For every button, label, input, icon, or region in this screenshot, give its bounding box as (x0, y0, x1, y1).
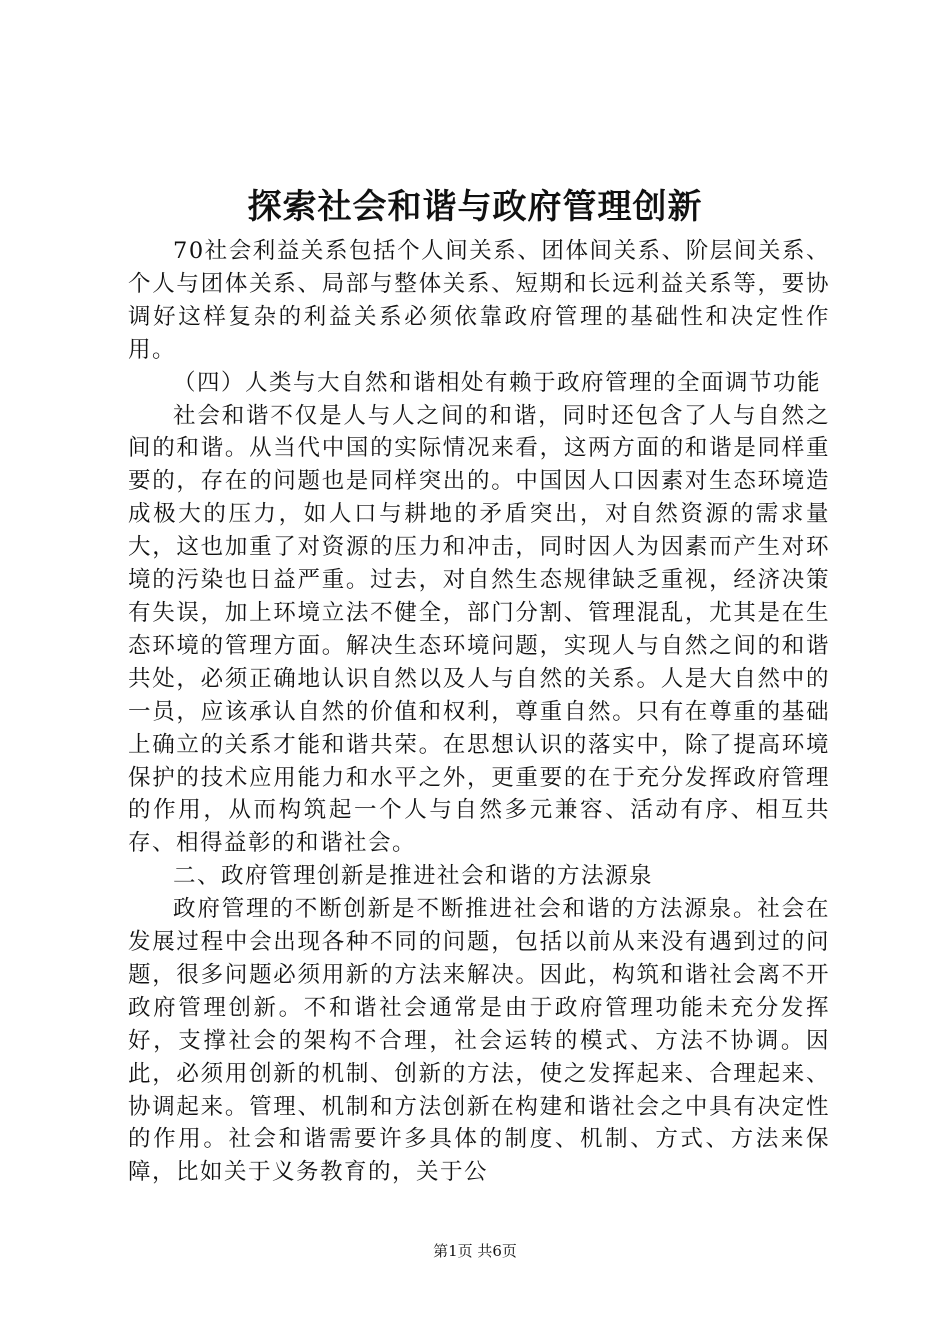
section-heading-management-innovation: 二、政府管理创新是推进社会和谐的方法源泉 (173, 863, 654, 890)
paragraph-nature-harmony: 社会和谐不仅是人与人之间的和谐，同时还包含了人与自然之间的和谐。从当代中国的实际情况来看，这两方面的和谐是同样重要的，存在的问题也是同样突出的。中国因人口因素对生态环境造成极大的压力，如人口与耕地的矛盾突出，对自然资源的需求量大，这也加重了对资源的压力和冲击，同时因人为因素而产生对环境的污染也日益严重。过去，对自然生态规律缺乏重视，经济决策有失误，加上环境立法不健全，部门分割、管理混乱，尤其是在生态环境的管理方面。解决生态环境问题，实现人与自然之间的和谐共处，必须正确地认识自然以及人与自然的关系。人是大自然中的一员，应该承认自然的价值和权利，尊重自然。只有在尊重的基础上确立的关系才能和谐共荣。在思想认识的落实中，除了提高环境保护的技术应用能力和水平之外，更重要的在于充分发挥政府管理的作用，从而构筑起一个人与自然多元兼容、活动有序、相互共存、相得益彰的和谐社会。 (128, 402, 830, 857)
document-title: 探索社会和谐与政府管理创新 (247, 187, 703, 227)
paragraph-interest-relations: 70社会利益关系包括个人间关系、团体间关系、阶层间关系、个人与团体关系、局部与整体关系、短期和长远利益关系等，要协调好这样复杂的利益关系必须依靠政府管理的基础性和决定性作用。 (128, 238, 830, 363)
document-body (128, 235, 830, 1189)
paragraph-management-innovation: 政府管理的不断创新是不断推进社会和谐的方法源泉。社会在发展过程中会出现各种不同的问题，包括以前从来没有遇到过的问题，很多问题必须用新的方法来解决。因此，构筑和谐社会离不开政府管理创新。不和谐社会通常是由于政府管理功能未充分发挥好，支撑社会的架构不合理，社会运转的模式、方法不协调。因此，必须用创新的机制、创新的方法，使之发挥起来、合理起来、协调起来。管理、机制和方法创新在构建和谐社会之中具有决定性的作用。社会和谐需要许多具体的制度、机制、方式、方法来保障，比如关于义务教育的，关于公 (128, 896, 830, 1186)
page-footer: 第1页 共6页 (433, 1242, 517, 1260)
section-heading-nature-harmony: （四）人类与大自然和谐相处有赖于政府管理的全面调节功能 (173, 369, 822, 396)
